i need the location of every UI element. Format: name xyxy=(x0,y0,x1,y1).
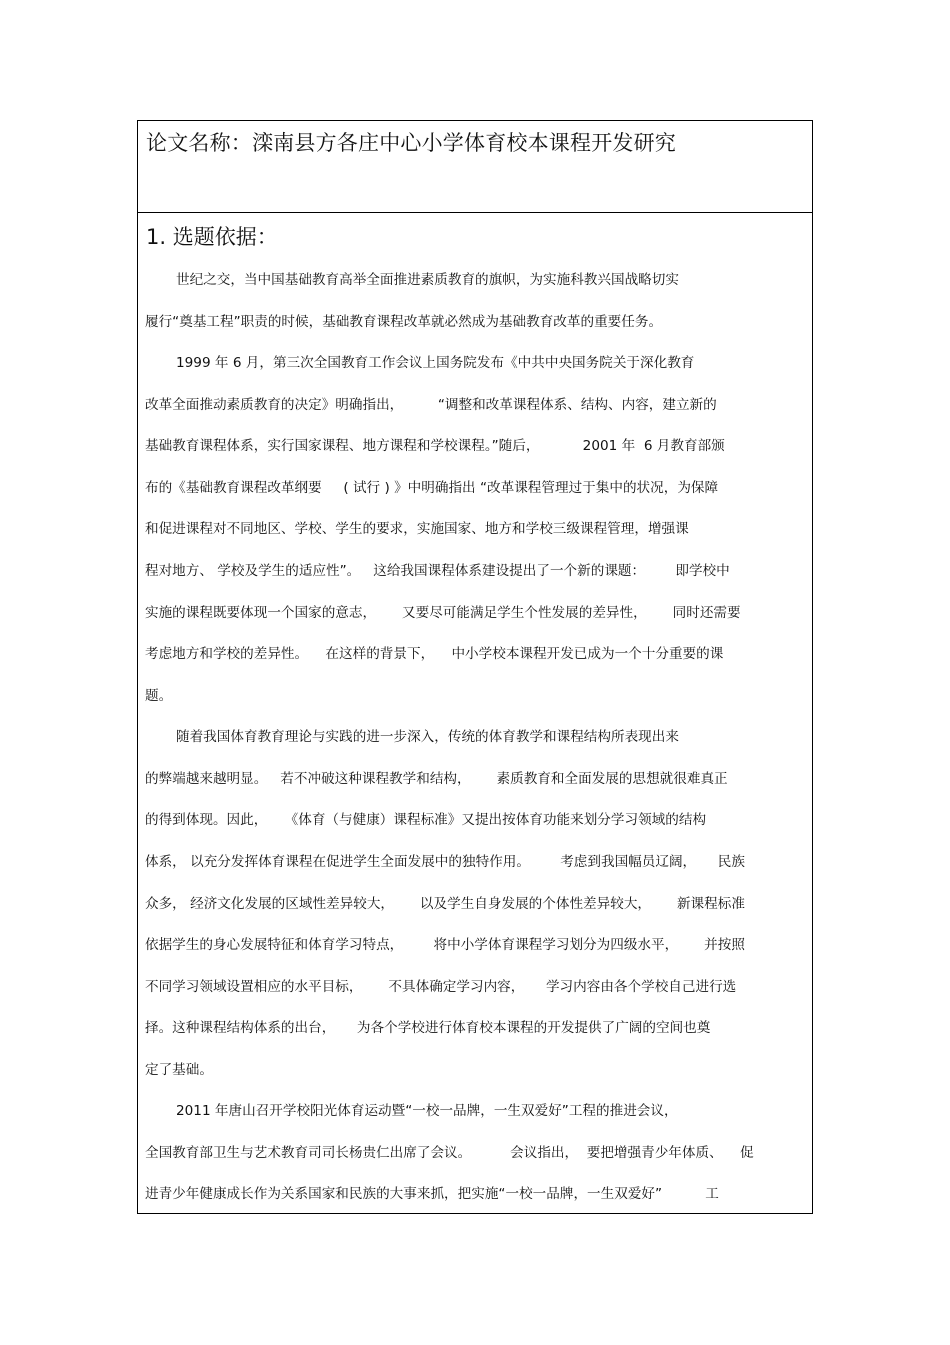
body-text-line: 随着我国体育教育理论与实践的进一步深入，传统的体育教学和课程结构所表现出来 xyxy=(176,729,679,745)
body-text-line: 定了基础。 xyxy=(145,1062,213,1078)
body-text-line: 布的《基础教育课程改革纲要 ( 试行 ) 》中明确指出 “改革课程管理过于集中的状况，为保障 xyxy=(145,480,719,496)
body-text-line: 的得到体现。因此， 《体育（与健康）课程标准》又提出按体育功能来划分学习领域的结构 xyxy=(145,812,707,828)
body-text-line: 依据学生的身心发展特征和体育学习特点， 将中小学体育课程学习划分为四级水平， 并按照 xyxy=(145,937,745,953)
body-text-line: 1999 年 6 月，第三次全国教育工作会议上国务院发布《中共中央国务院关于深化教育 xyxy=(176,355,695,371)
body-text-line: 众多， 经济文化发展的区域性差异较大， 以及学生自身发展的个体性差异较大， 新课程标准 xyxy=(145,896,745,912)
thesis-title: 论文名称：滦南县方各庄中心小学体育校本课程开发研究 xyxy=(146,131,676,155)
body-text-line: 世纪之交，当中国基础教育高举全面推进素质教育的旗帜，为实施科教兴国战略切实 xyxy=(176,272,679,288)
thesis-form-table xyxy=(137,120,813,1214)
body-text-line: 的弊端越来越明显。 若不冲破这种课程教学和结构， 素质教育和全面发展的思想就很难真正 xyxy=(145,771,728,787)
table-divider xyxy=(138,212,812,213)
section-heading-topic-basis: 1. 选题依据： xyxy=(146,225,278,249)
body-text-line: 和促进课程对不同地区、学校、学生的要求，实施国家、地方和学校三级课程管理，增强课 xyxy=(145,521,689,537)
body-text-line: 题。 xyxy=(145,688,173,704)
body-text-line: 履行“奠基工程”职责的时候，基础教育课程改革就必然成为基础教育改革的重要任务。 xyxy=(145,314,663,330)
body-text-line: 实施的课程既要体现一个国家的意志， 又要尽可能满足学生个性发展的差异性， 同时还需要 xyxy=(145,605,741,621)
body-text-line: 基础教育课程体系，实行国家课程、地方课程和学校课程。”随后， 2001 年 6 月教育部颁 xyxy=(145,438,725,454)
body-text-line: 2011 年唐山召开学校阳光体育运动暨“一校一品牌，一生双爱好”工程的推进会议， xyxy=(176,1103,678,1119)
body-text-line: 改革全面推动素质教育的决定》明确指出， “调整和改革课程体系、结构、内容，建立新的 xyxy=(145,397,717,413)
body-text-line: 不同学习领域设置相应的水平目标， 不具体确定学习内容， 学习内容由各个学校自己进行选 xyxy=(145,979,737,995)
body-text-line: 全国教育部卫生与艺术教育司司长杨贵仁出席了会议。 会议指出， 要把增强青少年体质、 促 xyxy=(145,1145,754,1161)
body-text-line: 择。这种课程结构体系的出台， 为各个学校进行体育校本课程的开发提供了广阔的空间也奠 xyxy=(145,1020,711,1036)
body-text-line: 程对地方、 学校及学生的适应性”。 这给我国课程体系建设提出了一个新的课题： 即学校中 xyxy=(145,563,730,579)
body-text-line: 进青少年健康成长作为关系国家和民族的大事来抓，把实施“一校一品牌，一生双爱好” 工 xyxy=(145,1186,719,1202)
body-text-line: 考虑地方和学校的差异性。 在这样的背景下， 中小学校本课程开发已成为一个十分重要的课 xyxy=(145,646,724,662)
body-text-line: 体系， 以充分发挥体育课程在促进学生全面发展中的独特作用。 考虑到我国幅员辽阔， 民族 xyxy=(145,854,745,870)
